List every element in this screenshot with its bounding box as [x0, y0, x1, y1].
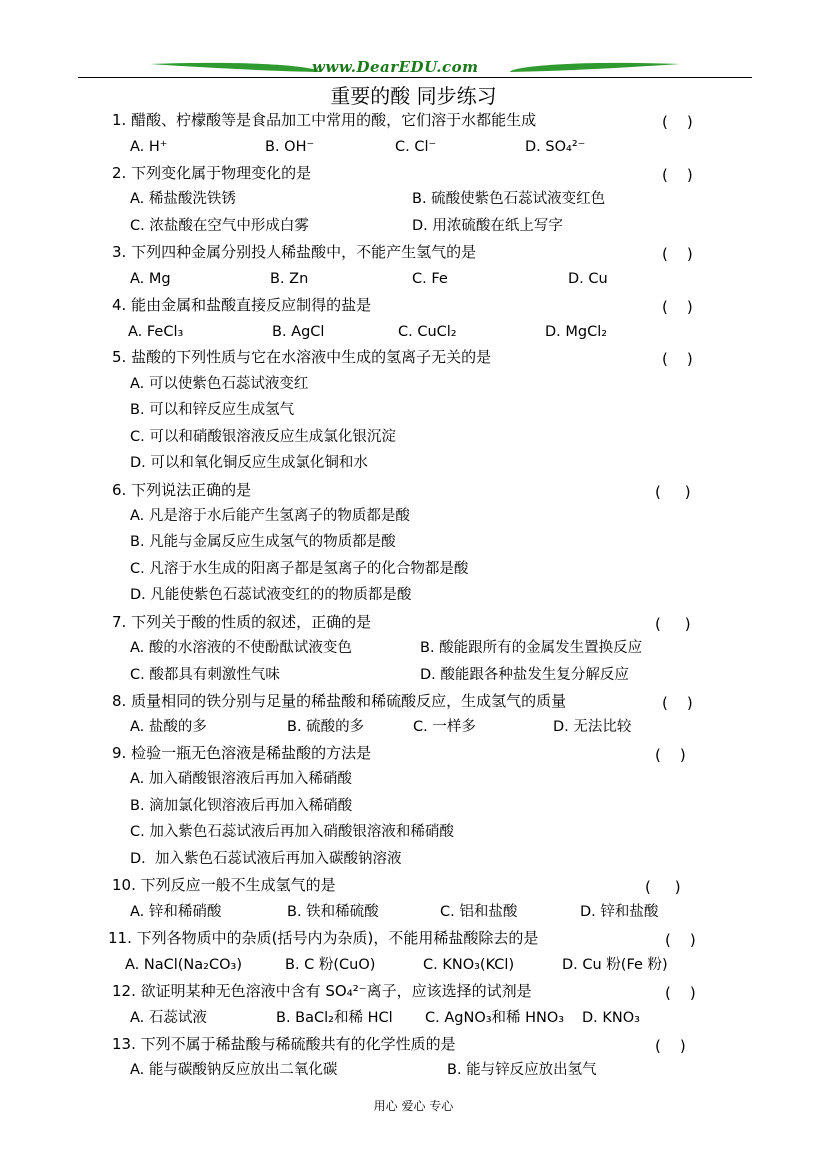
q4-option-d: D. MgCl₂ [545, 324, 608, 340]
q1-option-b: B. OH⁻ [265, 139, 315, 155]
q5-option-d: D. 可以和氧化铜反应生成氯化铜和水 [130, 455, 368, 471]
page-footer: 用心 爱心 专心 [373, 1099, 454, 1113]
q10-option-c: C. 铝和盐酸 [440, 904, 518, 920]
answer-blank-4: ( ) [662, 298, 693, 316]
q11-option-b: B. C 粉(CuO) [285, 957, 376, 973]
q8-option-c: C. 一样多 [413, 719, 476, 735]
answer-blank-3: ( ) [662, 245, 693, 263]
q6-option-d: D. 凡能使紫色石蕊试液变红的的物质都是酸 [130, 587, 412, 603]
q3-option-d: D. Cu [568, 271, 608, 287]
q13-option-b: B. 能与锌反应放出氢气 [447, 1062, 597, 1078]
q4-option-c: C. CuCl₂ [398, 324, 457, 340]
q2-option-d: D. 用浓硫酸在纸上写字 [412, 218, 563, 234]
answer-blank-7: ( ) [655, 615, 691, 633]
question-3-stem: 3. 下列四种金属分别投人稀盐酸中，不能产生氢气的是 [112, 243, 477, 261]
header-rule [78, 77, 752, 78]
answer-blank-8: ( ) [662, 694, 693, 712]
q11-option-d: D. Cu 粉(Fe 粉) [562, 957, 668, 973]
answer-blank-6: ( ) [655, 483, 691, 501]
q12-option-b: B. BaCl₂和稀 HCl [276, 1010, 393, 1026]
question-7-stem: 7. 下列关于酸的性质的叙述，正确的是 [112, 613, 372, 631]
q6-option-c: C. 凡溶于水生成的阳离子都是氢离子的化合物都是酸 [130, 561, 469, 577]
q6-option-b: B. 凡能与金属反应生成氢气的物质都是酸 [130, 534, 396, 550]
q12-option-a: A. 石蕊试液 [130, 1010, 207, 1026]
q11-option-c: C. KNO₃(KCl) [423, 957, 515, 973]
q9-option-b: B. 滴加氯化钡溶液后再加入稀硝酸 [130, 798, 353, 814]
q12-option-c: C. AgNO₃和稀 HNO₃ [425, 1010, 565, 1026]
q13-option-a: A. 能与碳酸钠反应放出二氧化碳 [130, 1062, 338, 1078]
page-title: 重要的酸 同步练习 [330, 84, 497, 108]
question-5-stem: 5. 盐酸的下列性质与它在水溶液中生成的氢离子无关的是 [112, 348, 492, 366]
answer-blank-9: ( ) [655, 746, 686, 764]
q2-option-c: C. 浓盐酸在空气中形成白雾 [130, 218, 309, 234]
question-2-stem: 2. 下列变化属于物理变化的是 [112, 164, 312, 182]
q10-option-d: D. 锌和盐酸 [580, 904, 659, 920]
answer-blank-12: ( ) [665, 984, 696, 1002]
q3-option-a: A. Mg [130, 271, 171, 287]
q9-option-c: C. 加入紫色石蕊试液后再加入硝酸银溶液和稀硝酸 [130, 824, 454, 840]
q3-option-b: B. Zn [270, 271, 309, 287]
q10-option-b: B. 铁和稀硫酸 [287, 904, 379, 920]
question-9-stem: 9. 检验一瓶无色溶液是稀盐酸的方法是 [112, 744, 372, 762]
question-12-stem: 12. 欲证明某种无色溶液中含有 SO₄²⁻离子，应该选择的试剂是 [112, 982, 532, 1000]
q1-option-a: A. H⁺ [130, 139, 168, 155]
q11-option-a: A. NaCl(Na₂CO₃) [125, 957, 242, 973]
answer-blank-5: ( ) [662, 350, 693, 368]
q8-option-d: D. 无法比较 [553, 719, 632, 735]
q3-option-c: C. Fe [412, 271, 448, 287]
q7-option-d: D. 酸能跟各种盐发生复分解反应 [420, 667, 629, 683]
question-1-stem: 1. 醋酸、柠檬酸等是食品加工中常用的酸，它们溶于水都能生成 [112, 111, 537, 129]
q2-option-b: B. 硫酸使紫色石蕊试液变红色 [412, 191, 606, 207]
answer-blank-2: ( ) [662, 166, 693, 184]
q6-option-a: A. 凡是溶于水后能产生氢离子的物质都是酸 [130, 508, 410, 524]
q1-option-c: C. Cl⁻ [395, 139, 437, 155]
question-6-stem: 6. 下列说法正确的是 [112, 481, 252, 499]
q9-option-d: D. 加入紫色石蕊试液后再加入碳酸钠溶液 [130, 851, 402, 867]
answer-blank-11: ( ) [665, 931, 696, 949]
answer-blank-13: ( ) [655, 1037, 686, 1055]
answer-blank-10: ( ) [645, 878, 681, 896]
q10-option-a: A. 锌和稀硝酸 [130, 904, 222, 920]
q9-option-a: A. 加入硝酸银溶液后再加入稀硝酸 [130, 771, 352, 787]
question-13-stem: 13. 下列不属于稀盐酸与稀硫酸共有的化学性质的是 [112, 1035, 456, 1053]
q4-option-b: B. AgCl [272, 324, 325, 340]
q5-option-b: B. 可以和锌反应生成氢气 [130, 402, 295, 418]
q1-option-d: D. SO₄²⁻ [525, 139, 586, 155]
q8-option-a: A. 盐酸的多 [130, 719, 207, 735]
q8-option-b: B. 硫酸的多 [287, 719, 365, 735]
question-4-stem: 4. 能由金属和盐酸直接反应制得的盐是 [112, 296, 372, 314]
q5-option-a: A. 可以使紫色石蕊试液变红 [130, 376, 309, 392]
q12-option-d: D. KNO₃ [582, 1010, 640, 1026]
question-10-stem: 10. 下列反应一般不生成氢气的是 [112, 876, 336, 894]
answer-blank-1: ( ) [662, 113, 693, 131]
q7-option-c: C. 酸都具有刺激性气味 [130, 667, 280, 683]
q4-option-a: A. FeCl₃ [128, 324, 184, 340]
question-11-stem: 11. 下列各物质中的杂质(括号内为杂质)，不能用稀盐酸除去的是 [108, 929, 539, 947]
q7-option-b: B. 酸能跟所有的金属发生置换反应 [420, 640, 643, 656]
q7-option-a: A. 酸的水溶液的不使酚酞试液变色 [130, 640, 352, 656]
q2-option-a: A. 稀盐酸洗铁锈 [130, 191, 236, 207]
q5-option-c: C. 可以和硝酸银溶液反应生成氯化银沉淀 [130, 429, 396, 445]
site-logo-text: www.DearEDU.com [312, 58, 479, 76]
question-8-stem: 8. 质量相同的铁分别与足量的稀盐酸和稀硫酸反应，生成氢气的质量 [112, 692, 567, 710]
